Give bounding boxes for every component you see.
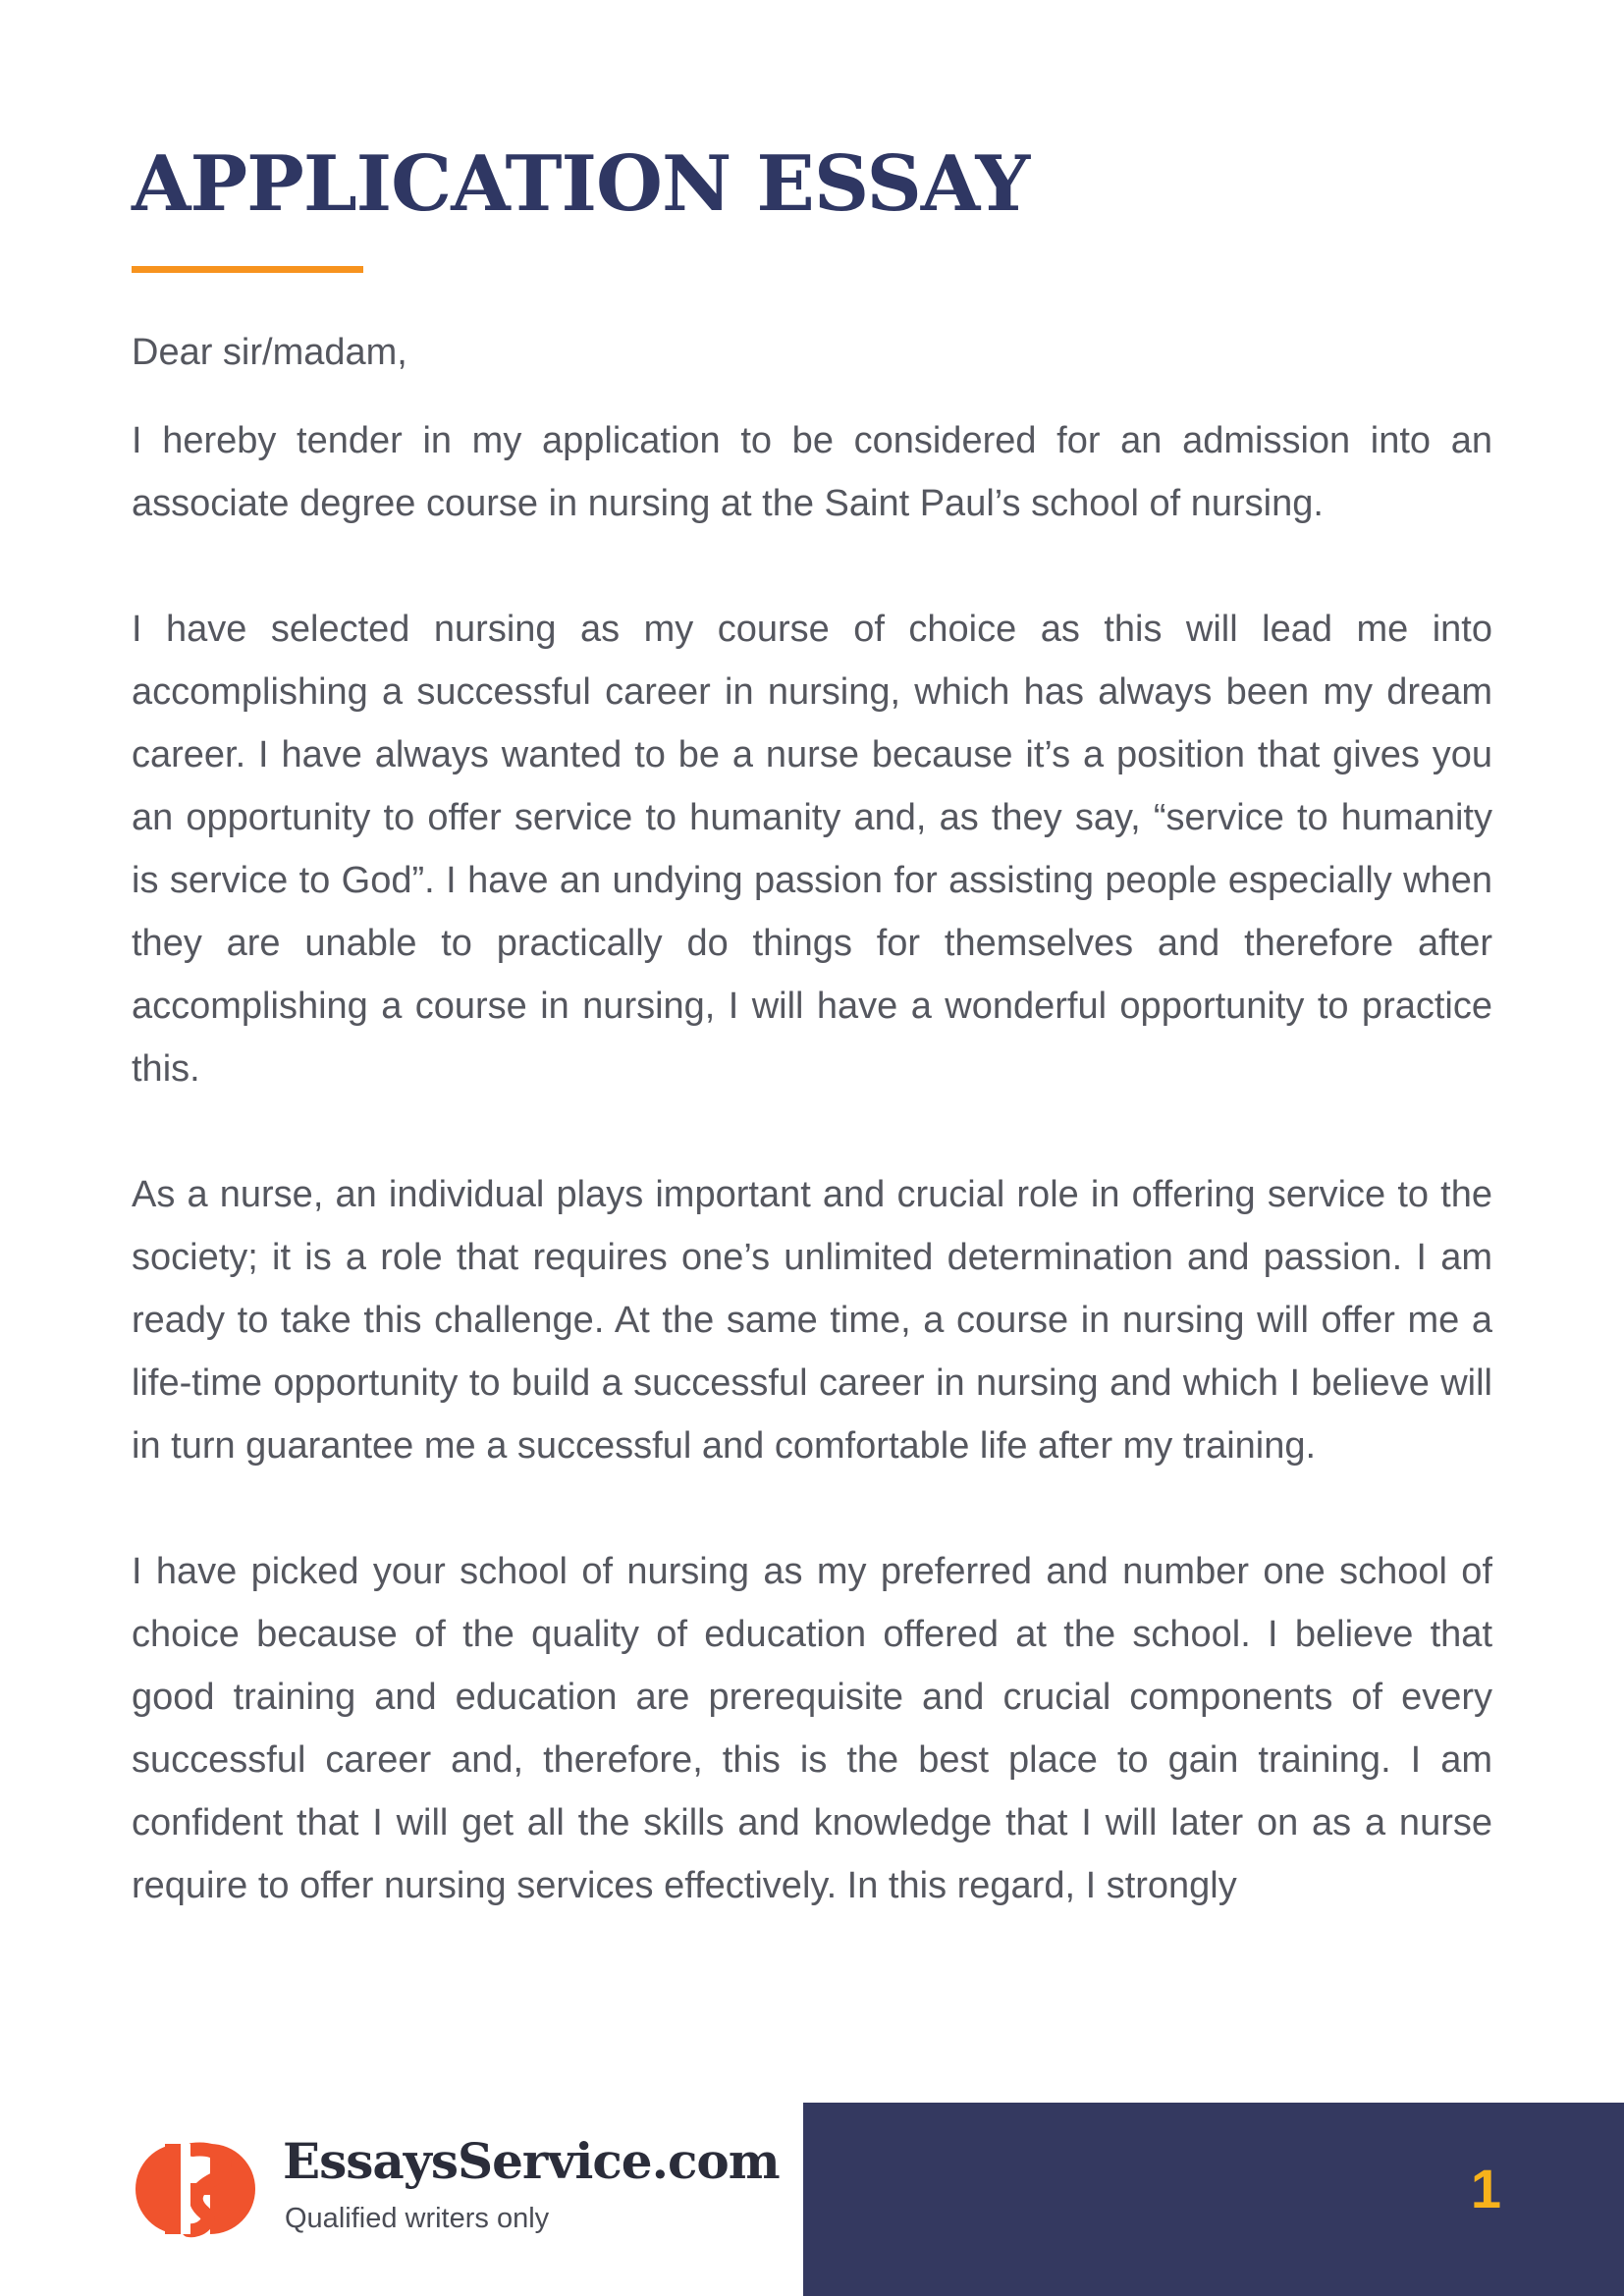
es-monogram-logo-icon [132, 2140, 259, 2238]
title-underline [132, 266, 363, 273]
brand-tagline: Qualified writers only [285, 2203, 550, 2234]
document-title: APPLICATION ESSAY [132, 139, 1030, 229]
salutation: Dear sir/madam, [132, 332, 407, 373]
essay-paragraph: I have picked your school of nursing as my preferred and number one school of choice because of the quality of education offered at the school. I believe that good training and education are prerequisite and crucial components of every successful career and, therefore, this is the best place to gain training. I am confident that I will get all the skills and knowledge that I will later on as a nurse require to offer nursing services effectively. In this regard, I strongly [132, 1551, 1492, 1906]
page-number: 1 [1470, 2158, 1501, 2219]
essay-body [132, 321, 1492, 1980]
essay-paragraph: I have selected nursing as my course of choice as this will lead me into accomplishing a successful career in nursing, which has always been my dream career. I have always wanted to be a nurse because it’s a position that gives you an opportunity to offer service to humanity and, as they say, “service to humanity is service to God”. I have an undying passion for assisting people especially when they are unable to practically do things for themselves and therefore after accomplishing a course in nursing, I will have a wonderful opportunity to practice this. [132, 609, 1492, 1090]
brand-name: EssaysService.com [283, 2132, 780, 2190]
essay-paragraph: I hereby tender in my application to be considered for an admission into an associate degree course in nursing at the Saint Paul’s school of nursing. [132, 420, 1492, 524]
essay-paragraph: As a nurse, an individual plays important and crucial role in offering service to the society; it is a role that requires one’s unlimited determination and passion. I am ready to take this challenge. At the same time, a course in nursing will offer me a life-time opportunity to build a successful career in nursing and which I believe will in turn guarantee me a successful and comfortable life after my training. [132, 1174, 1492, 1467]
